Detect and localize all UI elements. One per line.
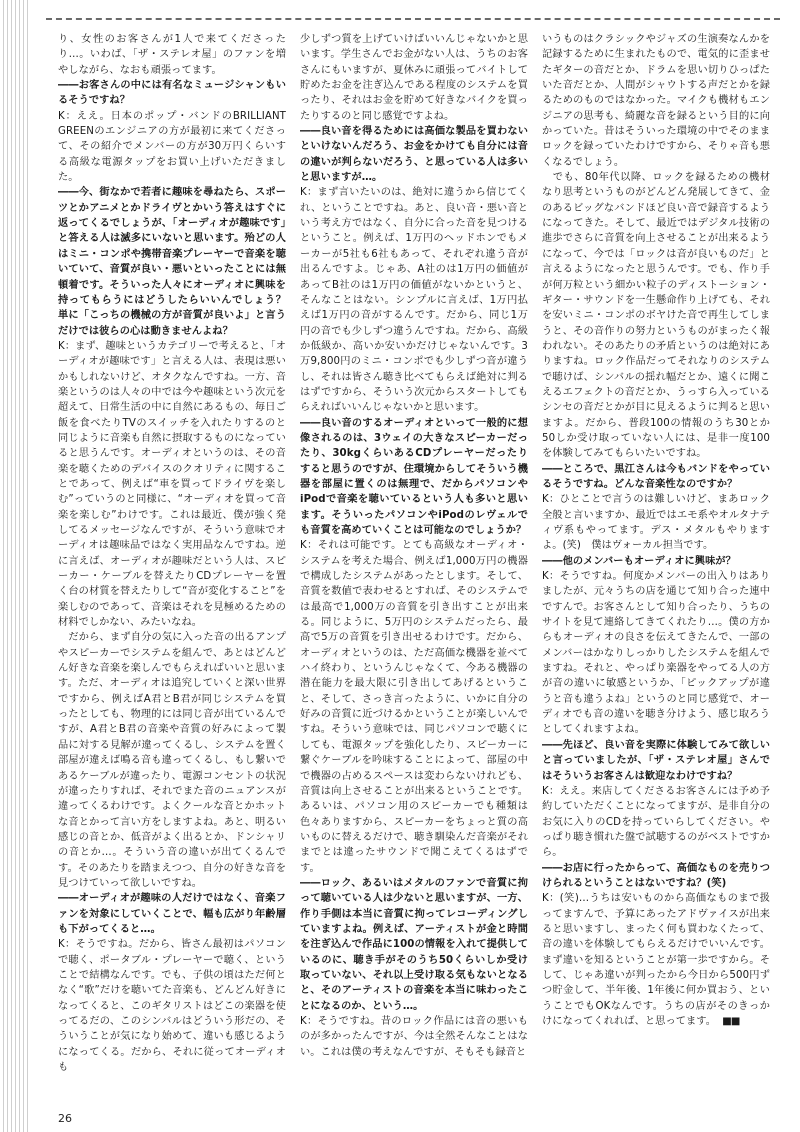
paragraph: K：ええ。来店してくださるお客さんには予め予約していただくことになってますが、是非自分のお気に入りのCDを持っていらしてください。やっぱり聴き慣れた盤で試聴するのがベストですから。: [542, 785, 770, 859]
paragraph: K：まず言いたいのは、絶対に違うから信じてくれ、ということですね。あと、良い音・悪い音という考え方ではなく、自分に合った音を見つけるということ。例えば、1万円のヘッドホンでもメーカーが5社も6社もあって、それぞれ違う音が出るんですよ。じゃあ、A社のは1万円の価値があってB社のは1万円の価値がないかというと、そんなことはない。シンプルに言えば、1万円払えば1万円の音がするんです。だから、同じ1万円の音でも少しずつ違うんですね。だから、高級か低級か、高いか安いかだけじゃないんです。3万9,800円のミニ・コンポでも少しずつ音が違うし、それは皆さん聴き比べてもらえば絶対に判るはずですから、そういう次元からスタートしてもらえればいいんじゃないかと思います。: [300, 187, 528, 414]
paragraph: K：それは可能です。とても高級なオーディオ・システムを考えた場合、例えば1,000万円の機器で構成したシステムがあったとします。そして、音質を数値で表わせるとすれば、そのシステムでは最高で1,000万の音質を引き出すことが出来る。同じように、5万円のシステムだったら、最高で5万の音質を引き出せるわけです。だから、オーディオというのは、ただ高価な機器を並べてハイ終わり、というんじゃなくて、今ある機器の潜在能力を最大限に引き出してあげるということ、そして、さっき言ったように、いかに自分の好みの音質に近づけるかということが楽しいんですね。そういう意味では、同じパソコンで聴くにしても、電源タップを強化したり、スピーカーに繋ぐケーブルを吟味することによって、部屋の中で機器の占めるスペースは変わらないけれども、音質は向上させることが出来るということです。あるいは、パソコン用のスピーカーでも種類は色々ありますから、スピーカーをちょっと質の高いものに替えるだけで、聴き馴染んだ音楽がそれまでとは違ったサウンドで聞こえてくるはずです。: [300, 540, 528, 874]
interview-question: ――今、街なかで若者に趣味を尋ねたら、スポーツとかアニメとかドライヴとかいう答えはすぐに返ってくるでしょうが、「オーディオが趣味です」と答える人は滅多にいないと思います。殆どの人はミニ・コンポや携帯音楽プレーヤーで音楽を聴いていて、音質が良い・悪いといったことには無頓着です。そういった人々にオーディオに興味を持ってもらうにはどうしたらいいんでしょう？ 単に「こっちの機械の方が音質が良いよ」と言うだけでは彼らの心は動きませんよね？: [58, 187, 297, 337]
paragraph: K：そうですね。何度かメンバーの出入りはありましたが、元々うちの店を通じて知り合った連中ですんで。お客さんとして知り合ったり、うちのサイトを見て連絡してきてくれたり…。僕の方からもオーディオの良さを伝えてきたんで、一部のメンバーはかなりしっかりしたシステムを組んでますね。それと、やっぱり楽器をやってる人の方が音の違いに敏感というか、「ピックアップが違うと音も違うよね」というのと同じ感覚で、オーディオでも音の違いを聴き分けよう、感じ取ろうとしてくれますよね。: [542, 571, 770, 736]
text-column-3: [542, 32, 770, 1100]
interview-question: ――オーディオが趣味の人だけではなく、音楽ファンを対象にしていくことで、幅も広がり年齢層も下がってくると…。: [58, 893, 286, 935]
paragraph: K：そうですね。昔のロック作品には音の悪いものが多かったんですが、今は全然そんなことはない。これは僕の考えなんですが、そもそも録音と: [300, 1016, 528, 1058]
paragraph: り、女性のお客さんが1人で来てくださったり…。いわば、「ザ・ステレオ屋」のファンを増やしながら、なおも頑張ってます。: [58, 34, 286, 76]
top-dashed-rule: [46, 18, 780, 20]
paragraph: だから、まず自分の気に入った音の出るアンプやスピーカーでシステムを組んで、あとはどんどん好きな音楽を楽しんでもらえればいいと思います。ただ、オーディオは追究していくと深い世界ですから、例えばA君とB君が同じシステムを買ったとしても、物理的には同じ音が出ているんですが、A君とB君の音楽や音質の好みによって製品に対する見解が違ってくるし、システムを置く部屋が違えば鳴る音も違ってくるし、もし繋いであるケーブルが違ったり、電源コンセントの状況が違ったりすれば、それでまた音のニュアンスが違ってくるわけです。よくクールな音とかホットな音とかって言い方をしますよね。あと、明るい感じの音とか、低音がよく出るとか、ドンシャリの音とか…。そういう音の違いが出てくるんです。そのあたりを踏まえつつ、自分の好きな音を見つけていって欲しいですね。: [58, 632, 286, 889]
interview-question: ――良い音を得るためには高価な製品を買わないといけないんだろう、お金をかけても自分には音の違いが判らないだろう、と思っている人は多いと思いますが…。: [300, 126, 528, 184]
article-body: [58, 32, 770, 1100]
end-mark: ■■: [722, 1016, 740, 1027]
paragraph-text: K：(笑)…うちは安いものから高価なものまで扱ってますんで、予算にあったアドヴァイスが出来ると思いますし、まったく何も買わなくたって、音の違いを体験してもらえるだけでいいんです。まず違いを知るということが第一歩ですから。そして、じゃあ違いが判ったから今日から500円ずつ貯金して、半年後、1年後に何か買おう、ということでもOKなんです。うちの店がそのきっかけになってくれれば、と思ってます。: [542, 893, 770, 1027]
page-number: 26: [58, 1112, 72, 1125]
paragraph: 少しずつ質を上げていけばいいんじゃないかと思います。学生さんでお金がない人は、うちのお客さんにもいますが、夏休みに頑張ってバイトして貯めたお金を注ぎ込んである程度のシステムを買ったり、それはお金を貯めて好きなバイクを買ったりするのと同じ感覚ですよね。: [300, 34, 528, 122]
paragraph: K：そうですね。だから、皆さん最初はパソコンで聴く、ポータブル・プレーヤーで聴く、ということで結構なんです。でも、子供の頃はただ何となく“歌”だけを聴いてた音楽も、どんどん好きになってくると、このギタリストはどこの楽器を使ってるだの、このシンバルはどういう形だの、そういうことが気になり始めて、違いも感じるようになってくる。だから、それに従ってオーディオも: [58, 939, 286, 1074]
paragraph: K：ひとことで言うのは難しいけど、まあロック全般と言いますか、最近ではエモ系やオルタナティヴ系もやってます。デス・メタルもやりますよ。(笑) 僕はヴォーカル担当です。: [542, 494, 770, 552]
interview-question: ――お店に行ったからって、高価なものを売りつけられるということはないですね？(笑): [542, 862, 770, 889]
page-edge-stripes: [0, 0, 30, 1132]
interview-question: ――ところで、黒江さんは今もバンドをやっているそうですね。どんな音楽性なのですか？: [542, 463, 770, 490]
interview-question: ――先ほど、良い音を実際に体験してみて欲しいと言っていましたが、「ザ・ステレオ屋」さんではそういうお客さんは歓迎なわけですね？: [542, 739, 770, 782]
paragraph: K：ええ。日本のポップ・バンドのBRILLIANT GREENのエンジニアの方が最初に来てくださって、その紹介でメンバーの方が30万円くらいする高級な電源タップをお買い上げいただきました。: [58, 110, 286, 184]
paragraph: K：まず、趣味というカテゴリーで考えると、「オーディオが趣味です」と言える人は、表現は悪いかもしれないけど、オタクなんですね。一方、音楽というのは人々の中では今や趣味という次元を超えて、日常生活の中に自然にあるもの、毎日ご飯を食べたりTVのスイッチを入れたりするのと同じように音楽も自然に摂取するものになっていると思うんです。オーディオというのは、その音楽を聴くためのデバイスのクオリティに関することであって、例えば“車を買ってドライヴを楽しむ”っていうのと同様に、“オーディオを買って音楽を楽しむ”わけです。これは最近、僕が強く発してるメッセージなんですが、そういう意味でオーディオは趣味品ではなく実用品なんですね。逆に言えば、オーディオが趣味だという人は、スピーカー・ケーブルを替えたりCDプレーヤーを置く台の材質を替えたりして“音が変化すること”を楽しむのであって、音楽はそれを見極めるための材料でしかない、みたいなね。: [58, 340, 286, 629]
paragraph: [542, 891, 770, 1029]
paragraph: いうものはクラシックやジャズの生演奏なんかを記録するために生まれたもので、電気的に歪ませたギターの音だとか、ドラムを思い切りひっぱたいた音だとか、人間がシャウトする声だとかを録るためのものではなかった。マイクも機材もエンジニアの思考も、綺麗な音を録るという目的に向かっていた。昔はそういった環境の中でそのままロックを録っていたわけですから、そりゃ音も悪くなるでしょう。: [542, 34, 770, 168]
paragraph: でも、80年代以降、ロックを録るための機材なり思考というものがどんどん発展してきて、金のあるビッグなバンドほど良い音で録音するようになってきた。そして、最近ではデジタル技術の進歩でさらに音質を向上させることが出来るようになって、今では「ロックは音が良いものだ」と言えるようになったと思うんです。でも、作り手が何万粒という細かい粒子のディストーション・ギター・サウンドを一生懸命作り上げても、それを安いミニ・コンポのボヤけた音で再生してしまうと、その音作りの努力というものがまったく報われない。そのあたりの矛盾というのは絶対にありますね。ロック作品だってそれなりのシステムで聴けば、シンバルの揺れ幅だとか、遠くに聞こえるエフェクトの音だとか、うっすら入っているシンセの音だとかが目に見えるように判ると思いますよ。だから、普段100の情報のうち30とか50しか受け取っていない人には、是非一度100を体験してみてもらいたいですね。: [542, 172, 770, 460]
interview-question: ――他のメンバーもオーディオに興味が？: [542, 555, 736, 567]
interview-question: ――お客さんの中には有名なミュージシャンもいるそうですね？: [58, 80, 286, 107]
interview-question: ――良い音のするオーディオといって一般的に想像されるのは、3ウェイの大きなスピーカーだったり、30kgくらいあるCDプレーヤーだったりすると思うのですが、住環境からしてそういう機器を部屋に置くのは無理で、だからパソコンやiPodで音楽を聴いているという人も多いと思います。そういったパソコンやiPodのレヴェルでも音質を高めていくことは可能なのでしょうか？: [300, 417, 528, 536]
interview-question: ――ロック、あるいはメタルのファンで音質に拘って聴いている人は少ないと思いますが、一方、作り手側は本当に音質に拘ってレコーディングしていますよね。例えば、アーティストが金と時間を注ぎ込んで作品に100の情報を入れて提供しているのに、聴き手がそのうち50くらいしか受け取っていない、それ以上受け取る気もないとなると、そのアーティストの音楽を本当に味わったことになるのか、という…。: [300, 877, 528, 1012]
text-column-2: [300, 32, 528, 1100]
text-column-1: [58, 32, 297, 1100]
